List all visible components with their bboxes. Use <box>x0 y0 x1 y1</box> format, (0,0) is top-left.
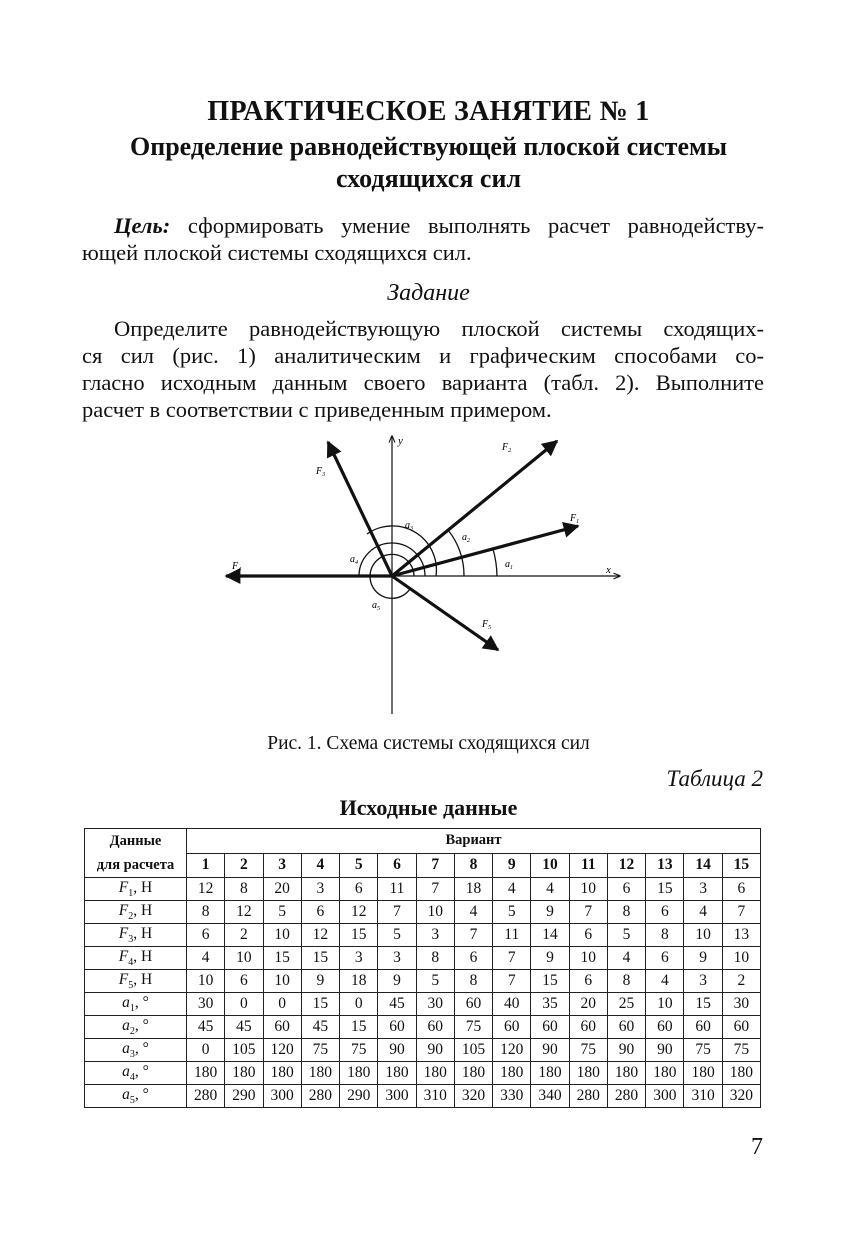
table-cell: 7 <box>493 947 531 970</box>
table-cell: 60 <box>646 1016 684 1039</box>
table-row <box>85 1039 761 1062</box>
row-symbol: a <box>122 1039 130 1057</box>
table-cell: 90 <box>531 1039 569 1062</box>
table-cell: 4 <box>531 878 569 901</box>
angle-a3-label: $a_3$ <box>405 520 413 532</box>
table-cell: 280 <box>569 1085 607 1108</box>
table-cell: 9 <box>301 970 339 993</box>
row-symbol: F <box>118 970 129 988</box>
table-cell: 12 <box>225 901 263 924</box>
table-cell: 340 <box>531 1085 569 1108</box>
variant-number: 6 <box>378 853 416 878</box>
table-cell: 75 <box>722 1039 760 1062</box>
lesson-title: ПРАКТИЧЕСКОЕ ЗАНЯТИЕ № 1 <box>207 96 650 127</box>
goal-label: Цель: <box>114 213 171 238</box>
table-cell: 6 <box>722 878 760 901</box>
table-cell: 3 <box>684 878 722 901</box>
angle-a5-label: $a_5$ <box>372 600 380 612</box>
angle-a2-label: $a_2$ <box>462 532 470 544</box>
table-cell: 4 <box>607 947 645 970</box>
table-cell: 15 <box>340 924 378 947</box>
header-calc-label: для расчета <box>96 857 175 873</box>
variant-number: 11 <box>569 853 607 878</box>
x-axis-label: x <box>606 564 611 576</box>
table-cell: 10 <box>416 901 454 924</box>
table-cell: 180 <box>607 1062 645 1085</box>
row-unit: , ° <box>134 1062 149 1080</box>
row-subscript: 4 <box>129 1072 135 1084</box>
table-cell: 30 <box>187 993 225 1016</box>
table-cell: 6 <box>340 878 378 901</box>
table-cell: 12 <box>301 924 339 947</box>
variant-number: 2 <box>225 853 263 878</box>
table-row <box>85 947 761 970</box>
row-subscript: 5 <box>129 1095 135 1107</box>
table-cell: 180 <box>378 1062 416 1085</box>
table-cell: 5 <box>493 901 531 924</box>
row-subscript: 3 <box>128 934 134 946</box>
table-cell: 75 <box>569 1039 607 1062</box>
table-cell: 2 <box>225 924 263 947</box>
table-cell: 90 <box>416 1039 454 1062</box>
table-row <box>85 1062 761 1085</box>
table-cell: 6 <box>225 970 263 993</box>
table-cell: 6 <box>646 947 684 970</box>
row-label <box>85 1062 187 1085</box>
table-cell: 180 <box>454 1062 492 1085</box>
table-cell: 180 <box>301 1062 339 1085</box>
variant-number: 10 <box>531 853 569 878</box>
table-cell: 3 <box>378 947 416 970</box>
table-cell: 180 <box>340 1062 378 1085</box>
table-cell: 9 <box>531 947 569 970</box>
table-cell: 4 <box>684 901 722 924</box>
table-cell: 6 <box>301 901 339 924</box>
table-cell: 15 <box>301 993 339 1016</box>
table-cell: 280 <box>187 1085 225 1108</box>
table-cell: 6 <box>646 901 684 924</box>
angle-a4-label: $a_4$ <box>350 554 358 566</box>
row-symbol: a <box>122 993 130 1011</box>
table-row <box>85 924 761 947</box>
table-cell: 8 <box>607 970 645 993</box>
table-cell: 35 <box>531 993 569 1016</box>
table-cell: 2 <box>722 970 760 993</box>
table-cell: 7 <box>378 901 416 924</box>
row-unit: , Н <box>133 947 153 965</box>
table-cell: 60 <box>569 1016 607 1039</box>
table-label: Таблица 2 <box>666 766 763 791</box>
variant-number: 14 <box>684 853 722 878</box>
table-cell: 180 <box>225 1062 263 1085</box>
variant-number: 9 <box>493 853 531 878</box>
page-number: 7 <box>751 1134 763 1160</box>
row-symbol: F <box>118 878 129 896</box>
row-label <box>85 1085 187 1108</box>
table-cell: 90 <box>646 1039 684 1062</box>
table-cell: 4 <box>493 878 531 901</box>
table-title: Исходные данные <box>339 795 518 820</box>
figure-caption: Рис. 1. Схема системы сходящихся сил <box>267 733 590 754</box>
task-line: ся сил (рис. 1) аналитическим и графическим способами со- <box>82 343 764 368</box>
table-cell: 15 <box>263 947 301 970</box>
table-cell: 60 <box>531 1016 569 1039</box>
table-row <box>85 1085 761 1108</box>
table-cell: 9 <box>684 947 722 970</box>
row-symbol: a <box>122 1085 130 1103</box>
row-subscript: 3 <box>129 1049 135 1061</box>
force-f1-label: $F_1$ <box>570 513 580 525</box>
table-cell: 7 <box>722 901 760 924</box>
data-table <box>84 828 761 1108</box>
table-row <box>85 878 761 901</box>
table-cell: 8 <box>225 878 263 901</box>
table-cell: 6 <box>607 878 645 901</box>
table-cell: 7 <box>569 901 607 924</box>
table-cell: 20 <box>569 993 607 1016</box>
row-label <box>85 901 187 924</box>
force-f2-arrow <box>392 441 557 576</box>
table-cell: 10 <box>569 947 607 970</box>
table-cell: 25 <box>607 993 645 1016</box>
table-cell: 5 <box>378 924 416 947</box>
table-cell: 30 <box>416 993 454 1016</box>
force-f1-arrow <box>392 526 578 576</box>
row-subscript: 4 <box>128 957 134 969</box>
table-cell: 3 <box>340 947 378 970</box>
table-row <box>85 901 761 924</box>
table-cell: 15 <box>301 947 339 970</box>
table-cell: 8 <box>187 901 225 924</box>
table-cell: 11 <box>378 878 416 901</box>
row-symbol: a <box>122 1016 130 1034</box>
table-cell: 60 <box>263 1016 301 1039</box>
force-f4-label: $F_4$ <box>232 561 242 573</box>
table-cell: 300 <box>378 1085 416 1108</box>
table-cell: 75 <box>340 1039 378 1062</box>
table-cell: 180 <box>416 1062 454 1085</box>
table-cell: 5 <box>263 901 301 924</box>
table-cell: 4 <box>187 947 225 970</box>
table-cell: 5 <box>607 924 645 947</box>
table-cell: 90 <box>378 1039 416 1062</box>
table-cell: 0 <box>225 993 263 1016</box>
table-cell: 13 <box>722 924 760 947</box>
table-cell: 20 <box>263 878 301 901</box>
table-cell: 180 <box>531 1062 569 1085</box>
table-cell: 90 <box>607 1039 645 1062</box>
table-cell: 3 <box>416 924 454 947</box>
table-cell: 15 <box>646 878 684 901</box>
variant-number: 7 <box>416 853 454 878</box>
row-subscript: 1 <box>128 888 134 900</box>
table-cell: 45 <box>225 1016 263 1039</box>
table-cell: 310 <box>416 1085 454 1108</box>
table-cell: 60 <box>454 993 492 1016</box>
table-cell: 10 <box>263 970 301 993</box>
table-cell: 60 <box>607 1016 645 1039</box>
table-cell: 8 <box>416 947 454 970</box>
row-unit: , ° <box>134 1085 149 1103</box>
table-cell: 6 <box>569 970 607 993</box>
table-cell: 180 <box>187 1062 225 1085</box>
table-cell: 10 <box>646 993 684 1016</box>
table-cell: 6 <box>569 924 607 947</box>
table-cell: 105 <box>454 1039 492 1062</box>
goal-paragraph <box>82 212 764 266</box>
table-cell: 290 <box>225 1085 263 1108</box>
table-cell: 75 <box>301 1039 339 1062</box>
table-cell: 320 <box>722 1085 760 1108</box>
variant-number: 12 <box>607 853 645 878</box>
table-cell: 45 <box>301 1016 339 1039</box>
row-symbol: F <box>118 901 129 919</box>
task-paragraph <box>82 315 764 423</box>
table-cell: 6 <box>187 924 225 947</box>
table-cell: 75 <box>684 1039 722 1062</box>
variant-number: 5 <box>340 853 378 878</box>
table-cell: 4 <box>454 901 492 924</box>
table-cell: 6 <box>454 947 492 970</box>
row-unit: , Н <box>133 924 153 942</box>
table-cell: 60 <box>378 1016 416 1039</box>
variant-number: 1 <box>187 853 225 878</box>
variant-row <box>85 853 761 878</box>
table-cell: 180 <box>569 1062 607 1085</box>
table-cell: 60 <box>493 1016 531 1039</box>
table-cell: 180 <box>684 1062 722 1085</box>
goal-text-line1: сформировать умение выполнять расчет равнодейству- <box>170 213 764 238</box>
table-cell: 15 <box>684 993 722 1016</box>
table-cell: 180 <box>646 1062 684 1085</box>
lesson-subtitle-line1: Определение равнодействующей плоской системы <box>130 132 727 161</box>
table-cell: 10 <box>684 924 722 947</box>
table-cell: 310 <box>684 1085 722 1108</box>
table-cell: 7 <box>454 924 492 947</box>
table-cell: 10 <box>225 947 263 970</box>
row-label <box>85 1039 187 1062</box>
table-cell: 15 <box>340 1016 378 1039</box>
table-cell: 12 <box>187 878 225 901</box>
variant-number: 15 <box>722 853 760 878</box>
table-cell: 180 <box>493 1062 531 1085</box>
angle-a1-label: $a_1$ <box>505 559 513 571</box>
table-cell: 11 <box>493 924 531 947</box>
force-f5-label: $F_5$ <box>482 619 492 631</box>
row-subscript: 2 <box>129 1026 135 1038</box>
table-cell: 0 <box>340 993 378 1016</box>
table-cell: 45 <box>378 993 416 1016</box>
force-f5-arrow <box>392 576 498 650</box>
lesson-subtitle-line2: сходящихся сил <box>335 164 522 193</box>
task-heading: Задание <box>387 280 470 306</box>
table-cell: 60 <box>722 1016 760 1039</box>
table-cell: 10 <box>722 947 760 970</box>
angle-a1-arc <box>493 549 497 576</box>
table-cell: 8 <box>646 924 684 947</box>
table-cell: 9 <box>378 970 416 993</box>
table-row <box>85 1016 761 1039</box>
task-line: Определите равнодействующую плоской системы сходящих- <box>114 316 764 341</box>
table-cell: 280 <box>607 1085 645 1108</box>
table-cell: 3 <box>684 970 722 993</box>
row-unit: , Н <box>133 970 153 988</box>
table-cell: 180 <box>263 1062 301 1085</box>
table-cell: 10 <box>263 924 301 947</box>
table-cell: 18 <box>340 970 378 993</box>
row-subscript: 1 <box>129 1003 135 1015</box>
variant-number: 13 <box>646 853 684 878</box>
table-cell: 14 <box>531 924 569 947</box>
table-cell: 12 <box>340 901 378 924</box>
task-line: гласно исходным данным своего варианта (табл. 2). Выполните <box>82 370 764 395</box>
row-label <box>85 878 187 901</box>
table-cell: 300 <box>646 1085 684 1108</box>
table-cell: 8 <box>607 901 645 924</box>
table-cell: 45 <box>187 1016 225 1039</box>
row-label <box>85 947 187 970</box>
table-body <box>85 878 761 1108</box>
table-cell: 0 <box>263 993 301 1016</box>
row-symbol: a <box>122 1062 130 1080</box>
table-row <box>85 970 761 993</box>
row-label <box>85 924 187 947</box>
table-cell: 15 <box>531 970 569 993</box>
table-cell: 8 <box>454 970 492 993</box>
row-label <box>85 1016 187 1039</box>
table-cell: 0 <box>187 1039 225 1062</box>
variant-number: 4 <box>301 853 339 878</box>
table-row <box>85 993 761 1016</box>
table-cell: 10 <box>569 878 607 901</box>
row-symbol: F <box>118 924 129 942</box>
force-f2-label: $F_2$ <box>502 442 512 454</box>
row-unit: , ° <box>134 1039 149 1057</box>
row-symbol: F <box>118 947 129 965</box>
table-cell: 40 <box>493 993 531 1016</box>
row-subscript: 2 <box>128 911 134 923</box>
table-cell: 60 <box>416 1016 454 1039</box>
table-cell: 320 <box>454 1085 492 1108</box>
row-subscript: 5 <box>128 980 134 992</box>
variant-number: 3 <box>263 853 301 878</box>
table-cell: 4 <box>646 970 684 993</box>
header-data-cell <box>85 829 187 878</box>
table-cell: 180 <box>722 1062 760 1085</box>
goal-text-line2: ющей плоской системы сходящихся сил. <box>82 240 472 265</box>
table-cell: 10 <box>187 970 225 993</box>
table-cell: 330 <box>493 1085 531 1108</box>
table-cell: 120 <box>493 1039 531 1062</box>
table-cell: 30 <box>722 993 760 1016</box>
row-unit: , ° <box>134 1016 149 1034</box>
table-cell: 300 <box>263 1085 301 1108</box>
table-cell: 18 <box>454 878 492 901</box>
table-cell: 9 <box>531 901 569 924</box>
header-data-label: Данные <box>109 833 162 849</box>
table-cell: 7 <box>416 878 454 901</box>
table-cell: 120 <box>263 1039 301 1062</box>
row-unit: , ° <box>134 993 149 1011</box>
row-unit: , Н <box>133 878 153 896</box>
variant-number: 8 <box>454 853 492 878</box>
table-cell: 5 <box>416 970 454 993</box>
row-label <box>85 970 187 993</box>
table-cell: 75 <box>454 1016 492 1039</box>
header-variant: Вариант <box>187 829 761 854</box>
task-line: расчет в соответствии с приведенным примером. <box>82 397 552 422</box>
table-cell: 60 <box>684 1016 722 1039</box>
y-axis-label: y <box>398 435 403 447</box>
force-diagram <box>200 428 640 720</box>
row-unit: , Н <box>133 901 153 919</box>
row-label <box>85 993 187 1016</box>
table-cell: 105 <box>225 1039 263 1062</box>
table-cell: 280 <box>301 1085 339 1108</box>
table-cell: 3 <box>301 878 339 901</box>
table-cell: 290 <box>340 1085 378 1108</box>
table-cell: 7 <box>493 970 531 993</box>
force-f3-label: $F_3$ <box>316 466 326 478</box>
